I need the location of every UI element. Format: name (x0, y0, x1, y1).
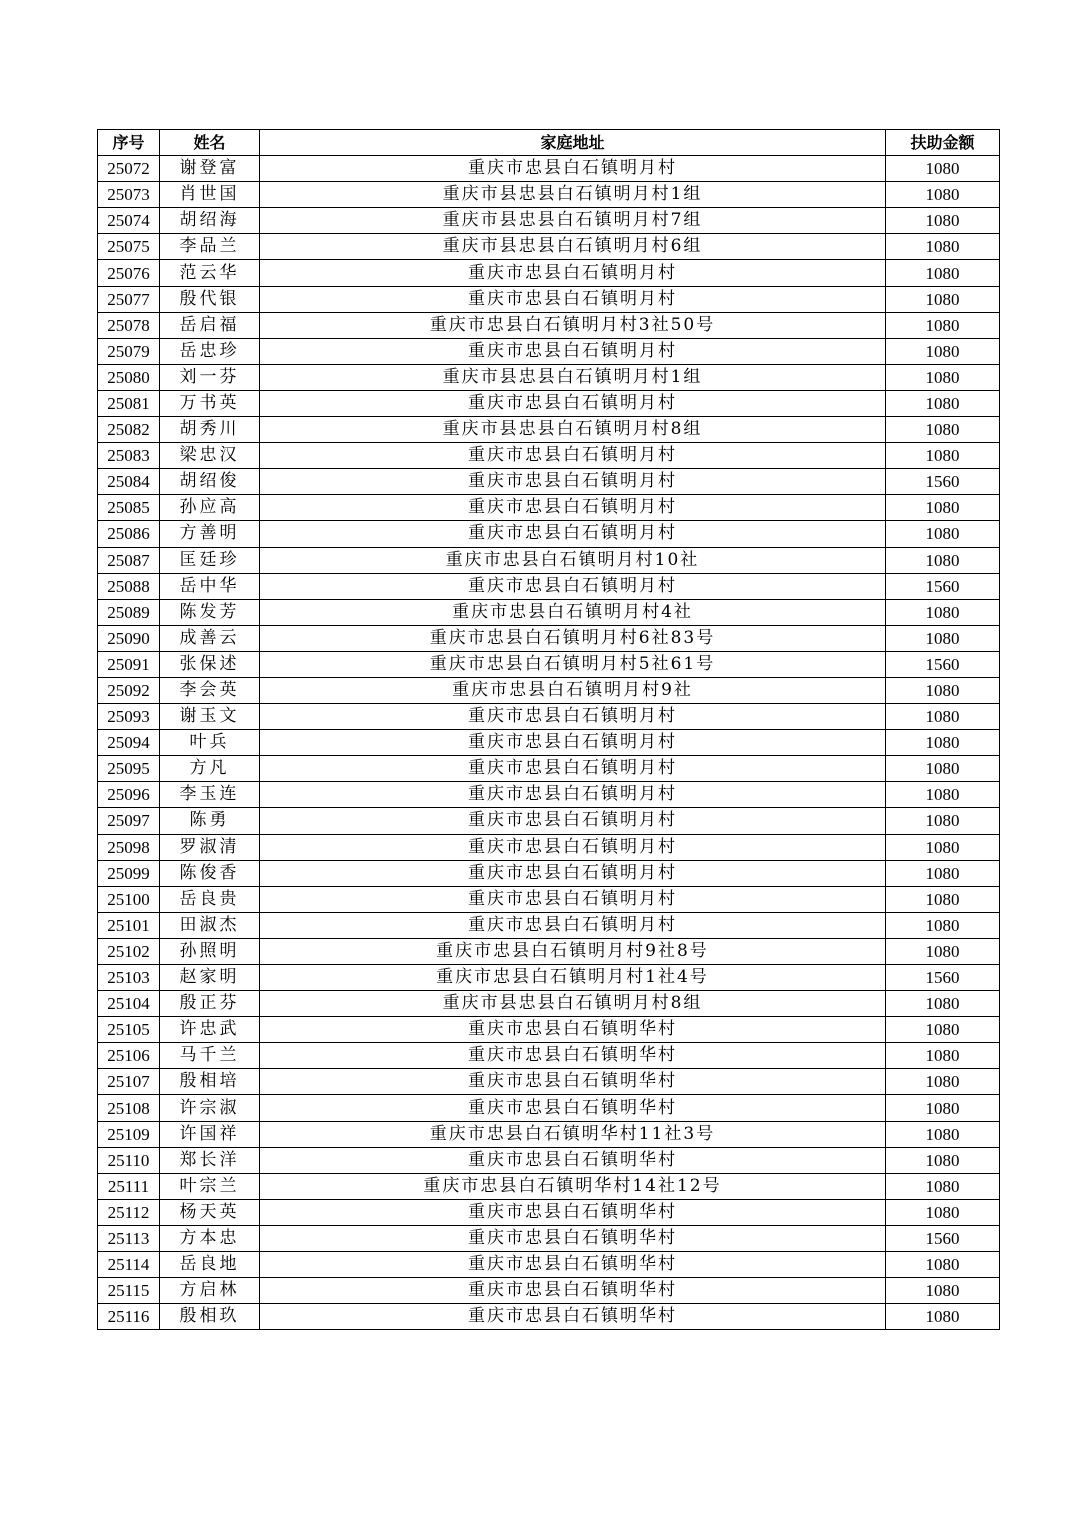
row-seq-cell: 25096 (98, 782, 160, 808)
table-row (98, 1147, 1000, 1173)
row-name-cell: 李会英 (160, 677, 260, 703)
table-row (98, 1043, 1000, 1069)
row-address-cell: 重庆市忠县白石镇明月村 (260, 260, 886, 286)
row-amount-cell: 1080 (886, 182, 1000, 208)
row-name-cell: 谢玉文 (160, 704, 260, 730)
row-amount-cell: 1080 (886, 730, 1000, 756)
row-name-cell: 岳启福 (160, 312, 260, 338)
row-address-cell: 重庆市忠县白石镇明月村 (260, 338, 886, 364)
row-name-cell: 陈发芳 (160, 599, 260, 625)
row-name-cell: 叶兵 (160, 730, 260, 756)
row-seq-cell: 25099 (98, 860, 160, 886)
table-row (98, 417, 1000, 443)
row-address-cell: 重庆市忠县白石镇明月村9社 (260, 677, 886, 703)
row-amount-cell: 1080 (886, 312, 1000, 338)
row-name-cell: 岳良地 (160, 1252, 260, 1278)
row-name-cell: 李品兰 (160, 234, 260, 260)
table-body (98, 156, 1000, 1330)
row-address-cell: 重庆市县忠县白石镇明月村7组 (260, 208, 886, 234)
table-row (98, 1252, 1000, 1278)
table-row (98, 338, 1000, 364)
row-address-cell: 重庆市忠县白石镇明月村 (260, 730, 886, 756)
row-seq-cell: 25087 (98, 547, 160, 573)
row-amount-cell: 1080 (886, 417, 1000, 443)
row-address-cell: 重庆市忠县白石镇明华村 (260, 1147, 886, 1173)
header-row (98, 130, 1000, 156)
table-row (98, 860, 1000, 886)
header-seq: 序号 (98, 130, 160, 156)
row-name-cell: 胡绍俊 (160, 469, 260, 495)
assistance-table (97, 129, 1000, 1330)
row-name-cell: 肖世国 (160, 182, 260, 208)
row-address-cell: 重庆市忠县白石镇明月村5社61号 (260, 651, 886, 677)
row-name-cell: 成善云 (160, 625, 260, 651)
row-address-cell: 重庆市忠县白石镇明月村 (260, 443, 886, 469)
table-row (98, 782, 1000, 808)
row-seq-cell: 25094 (98, 730, 160, 756)
row-name-cell: 杨天英 (160, 1199, 260, 1225)
row-seq-cell: 25085 (98, 495, 160, 521)
table-row (98, 599, 1000, 625)
row-seq-cell: 25078 (98, 312, 160, 338)
row-seq-cell: 25107 (98, 1069, 160, 1095)
table-row (98, 1304, 1000, 1330)
row-address-cell: 重庆市忠县白石镇明华村 (260, 1095, 886, 1121)
row-amount-cell: 1080 (886, 1121, 1000, 1147)
row-address-cell: 重庆市忠县白石镇明月村 (260, 782, 886, 808)
row-name-cell: 岳中华 (160, 573, 260, 599)
row-address-cell: 重庆市忠县白石镇明月村 (260, 704, 886, 730)
table-row (98, 364, 1000, 390)
row-address-cell: 重庆市县忠县白石镇明月村1组 (260, 364, 886, 390)
row-seq-cell: 25104 (98, 991, 160, 1017)
row-amount-cell: 1560 (886, 651, 1000, 677)
row-name-cell: 岳忠珍 (160, 338, 260, 364)
row-seq-cell: 25097 (98, 808, 160, 834)
row-address-cell: 重庆市忠县白石镇明月村 (260, 756, 886, 782)
table-row (98, 521, 1000, 547)
table-row (98, 156, 1000, 182)
row-amount-cell: 1080 (886, 1199, 1000, 1225)
row-amount-cell: 1080 (886, 495, 1000, 521)
row-address-cell: 重庆市忠县白石镇明月村9社8号 (260, 938, 886, 964)
table-row (98, 677, 1000, 703)
table-row (98, 234, 1000, 260)
table-row (98, 1095, 1000, 1121)
row-name-cell: 范云华 (160, 260, 260, 286)
row-name-cell: 许宗淑 (160, 1095, 260, 1121)
row-seq-cell: 25091 (98, 651, 160, 677)
row-seq-cell: 25074 (98, 208, 160, 234)
row-seq-cell: 25081 (98, 390, 160, 416)
row-amount-cell: 1080 (886, 443, 1000, 469)
row-amount-cell: 1080 (886, 677, 1000, 703)
row-address-cell: 重庆市忠县白石镇明月村 (260, 573, 886, 599)
row-amount-cell: 1560 (886, 1225, 1000, 1251)
table-row (98, 965, 1000, 991)
row-seq-cell: 25073 (98, 182, 160, 208)
row-amount-cell: 1080 (886, 1095, 1000, 1121)
row-seq-cell: 25102 (98, 938, 160, 964)
row-seq-cell: 25079 (98, 338, 160, 364)
row-seq-cell: 25080 (98, 364, 160, 390)
row-address-cell: 重庆市忠县白石镇明月村 (260, 469, 886, 495)
table-row (98, 834, 1000, 860)
row-amount-cell: 1080 (886, 1147, 1000, 1173)
row-amount-cell: 1080 (886, 364, 1000, 390)
table-row (98, 1121, 1000, 1147)
row-address-cell: 重庆市忠县白石镇明华村 (260, 1225, 886, 1251)
table-row (98, 390, 1000, 416)
table-row (98, 208, 1000, 234)
row-seq-cell: 25116 (98, 1304, 160, 1330)
row-amount-cell: 1080 (886, 808, 1000, 834)
row-amount-cell: 1080 (886, 625, 1000, 651)
row-amount-cell: 1080 (886, 1069, 1000, 1095)
header-address: 家庭地址 (260, 130, 886, 156)
row-seq-cell: 25103 (98, 965, 160, 991)
row-address-cell: 重庆市忠县白石镇明华村 (260, 1069, 886, 1095)
table-row (98, 547, 1000, 573)
row-name-cell: 胡秀川 (160, 417, 260, 443)
row-name-cell: 方本忠 (160, 1225, 260, 1251)
row-name-cell: 方凡 (160, 756, 260, 782)
table-row (98, 312, 1000, 338)
row-amount-cell: 1080 (886, 704, 1000, 730)
row-name-cell: 刘一芬 (160, 364, 260, 390)
table-row (98, 938, 1000, 964)
row-amount-cell: 1080 (886, 834, 1000, 860)
row-seq-cell: 25110 (98, 1147, 160, 1173)
row-seq-cell: 25108 (98, 1095, 160, 1121)
row-seq-cell: 25100 (98, 886, 160, 912)
row-amount-cell: 1560 (886, 573, 1000, 599)
row-name-cell: 赵家明 (160, 965, 260, 991)
row-address-cell: 重庆市忠县白石镇明华村 (260, 1278, 886, 1304)
row-seq-cell: 25106 (98, 1043, 160, 1069)
row-seq-cell: 25076 (98, 260, 160, 286)
table-header (98, 130, 1000, 156)
row-name-cell: 叶宗兰 (160, 1173, 260, 1199)
row-seq-cell: 25098 (98, 834, 160, 860)
row-name-cell: 郑长洋 (160, 1147, 260, 1173)
row-seq-cell: 25111 (98, 1173, 160, 1199)
row-seq-cell: 25075 (98, 234, 160, 260)
row-seq-cell: 25083 (98, 443, 160, 469)
row-name-cell: 匡廷珍 (160, 547, 260, 573)
row-amount-cell: 1080 (886, 338, 1000, 364)
table-row (98, 1173, 1000, 1199)
row-amount-cell: 1080 (886, 782, 1000, 808)
row-seq-cell: 25077 (98, 286, 160, 312)
table-row (98, 286, 1000, 312)
row-address-cell: 重庆市忠县白石镇明月村3社50号 (260, 312, 886, 338)
row-name-cell: 马千兰 (160, 1043, 260, 1069)
table-row (98, 573, 1000, 599)
row-address-cell: 重庆市县忠县白石镇明月村8组 (260, 417, 886, 443)
row-address-cell: 重庆市忠县白石镇明华村 (260, 1043, 886, 1069)
row-address-cell: 重庆市忠县白石镇明月村10社 (260, 547, 886, 573)
row-amount-cell: 1080 (886, 1278, 1000, 1304)
table-row (98, 1225, 1000, 1251)
table-row (98, 1278, 1000, 1304)
row-address-cell: 重庆市忠县白石镇明月村 (260, 912, 886, 938)
row-amount-cell: 1080 (886, 156, 1000, 182)
row-address-cell: 重庆市忠县白石镇明月村 (260, 521, 886, 547)
row-name-cell: 胡绍海 (160, 208, 260, 234)
row-amount-cell: 1080 (886, 547, 1000, 573)
table-row (98, 651, 1000, 677)
row-amount-cell: 1080 (886, 860, 1000, 886)
table-row (98, 495, 1000, 521)
row-amount-cell: 1560 (886, 965, 1000, 991)
row-seq-cell: 25088 (98, 573, 160, 599)
header-name: 姓名 (160, 130, 260, 156)
row-seq-cell: 25109 (98, 1121, 160, 1147)
table-row (98, 625, 1000, 651)
row-seq-cell: 25086 (98, 521, 160, 547)
table-row (98, 1069, 1000, 1095)
row-address-cell: 重庆市忠县白石镇明月村6社83号 (260, 625, 886, 651)
row-address-cell: 重庆市县忠县白石镇明月村6组 (260, 234, 886, 260)
row-address-cell: 重庆市县忠县白石镇明月村1组 (260, 182, 886, 208)
row-seq-cell: 25082 (98, 417, 160, 443)
row-name-cell: 方启林 (160, 1278, 260, 1304)
row-amount-cell: 1080 (886, 208, 1000, 234)
row-amount-cell: 1080 (886, 886, 1000, 912)
row-amount-cell: 1080 (886, 1304, 1000, 1330)
row-amount-cell: 1080 (886, 756, 1000, 782)
row-amount-cell: 1080 (886, 260, 1000, 286)
row-seq-cell: 25112 (98, 1199, 160, 1225)
row-address-cell: 重庆市忠县白石镇明华村11社3号 (260, 1121, 886, 1147)
row-amount-cell: 1080 (886, 521, 1000, 547)
row-name-cell: 万书英 (160, 390, 260, 416)
row-address-cell: 重庆市忠县白石镇明华村 (260, 1017, 886, 1043)
row-address-cell: 重庆市县忠县白石镇明月村8组 (260, 991, 886, 1017)
table-row (98, 886, 1000, 912)
row-name-cell: 许国祥 (160, 1121, 260, 1147)
row-address-cell: 重庆市忠县白石镇明月村4社 (260, 599, 886, 625)
row-name-cell: 许忠武 (160, 1017, 260, 1043)
table-row (98, 991, 1000, 1017)
row-seq-cell: 25090 (98, 625, 160, 651)
row-name-cell: 梁忠汉 (160, 443, 260, 469)
row-name-cell: 田淑杰 (160, 912, 260, 938)
row-address-cell: 重庆市忠县白石镇明华村 (260, 1304, 886, 1330)
row-address-cell: 重庆市忠县白石镇明月村 (260, 390, 886, 416)
row-address-cell: 重庆市忠县白石镇明月村 (260, 834, 886, 860)
header-amount: 扶助金额 (886, 130, 1000, 156)
row-address-cell: 重庆市忠县白石镇明月村 (260, 286, 886, 312)
row-seq-cell: 25105 (98, 1017, 160, 1043)
row-amount-cell: 1080 (886, 938, 1000, 964)
row-name-cell: 殷正芬 (160, 991, 260, 1017)
row-seq-cell: 25084 (98, 469, 160, 495)
table-row (98, 182, 1000, 208)
row-amount-cell: 1560 (886, 469, 1000, 495)
row-address-cell: 重庆市忠县白石镇明月村 (260, 495, 886, 521)
row-amount-cell: 1080 (886, 1043, 1000, 1069)
table-row (98, 730, 1000, 756)
row-name-cell: 李玉连 (160, 782, 260, 808)
table-row (98, 260, 1000, 286)
row-amount-cell: 1080 (886, 991, 1000, 1017)
row-name-cell: 殷相玖 (160, 1304, 260, 1330)
row-amount-cell: 1080 (886, 599, 1000, 625)
row-name-cell: 孙照明 (160, 938, 260, 964)
row-amount-cell: 1080 (886, 1252, 1000, 1278)
row-seq-cell: 25095 (98, 756, 160, 782)
row-seq-cell: 25072 (98, 156, 160, 182)
row-amount-cell: 1080 (886, 234, 1000, 260)
row-name-cell: 罗淑清 (160, 834, 260, 860)
row-name-cell: 谢登富 (160, 156, 260, 182)
table-row (98, 443, 1000, 469)
table-row (98, 469, 1000, 495)
row-amount-cell: 1080 (886, 390, 1000, 416)
row-address-cell: 重庆市忠县白石镇明华村 (260, 1252, 886, 1278)
row-amount-cell: 1080 (886, 1173, 1000, 1199)
table-row (98, 1017, 1000, 1043)
row-address-cell: 重庆市忠县白石镇明月村 (260, 860, 886, 886)
row-name-cell: 殷相培 (160, 1069, 260, 1095)
row-seq-cell: 25115 (98, 1278, 160, 1304)
table-row (98, 756, 1000, 782)
row-name-cell: 岳良贵 (160, 886, 260, 912)
row-seq-cell: 25113 (98, 1225, 160, 1251)
row-name-cell: 陈俊香 (160, 860, 260, 886)
row-seq-cell: 25101 (98, 912, 160, 938)
table-row (98, 808, 1000, 834)
row-amount-cell: 1080 (886, 1017, 1000, 1043)
row-name-cell: 殷代银 (160, 286, 260, 312)
table-row (98, 704, 1000, 730)
row-name-cell: 孙应高 (160, 495, 260, 521)
row-seq-cell: 25092 (98, 677, 160, 703)
row-address-cell: 重庆市忠县白石镇明月村 (260, 886, 886, 912)
row-name-cell: 陈勇 (160, 808, 260, 834)
row-name-cell: 方善明 (160, 521, 260, 547)
row-address-cell: 重庆市忠县白石镇明月村1社4号 (260, 965, 886, 991)
row-address-cell: 重庆市忠县白石镇明华村14社12号 (260, 1173, 886, 1199)
table-row (98, 912, 1000, 938)
row-name-cell: 张保述 (160, 651, 260, 677)
row-address-cell: 重庆市忠县白石镇明华村 (260, 1199, 886, 1225)
row-amount-cell: 1080 (886, 912, 1000, 938)
row-amount-cell: 1080 (886, 286, 1000, 312)
row-seq-cell: 25114 (98, 1252, 160, 1278)
row-seq-cell: 25089 (98, 599, 160, 625)
row-address-cell: 重庆市忠县白石镇明月村 (260, 156, 886, 182)
table-row (98, 1199, 1000, 1225)
row-address-cell: 重庆市忠县白石镇明月村 (260, 808, 886, 834)
row-seq-cell: 25093 (98, 704, 160, 730)
